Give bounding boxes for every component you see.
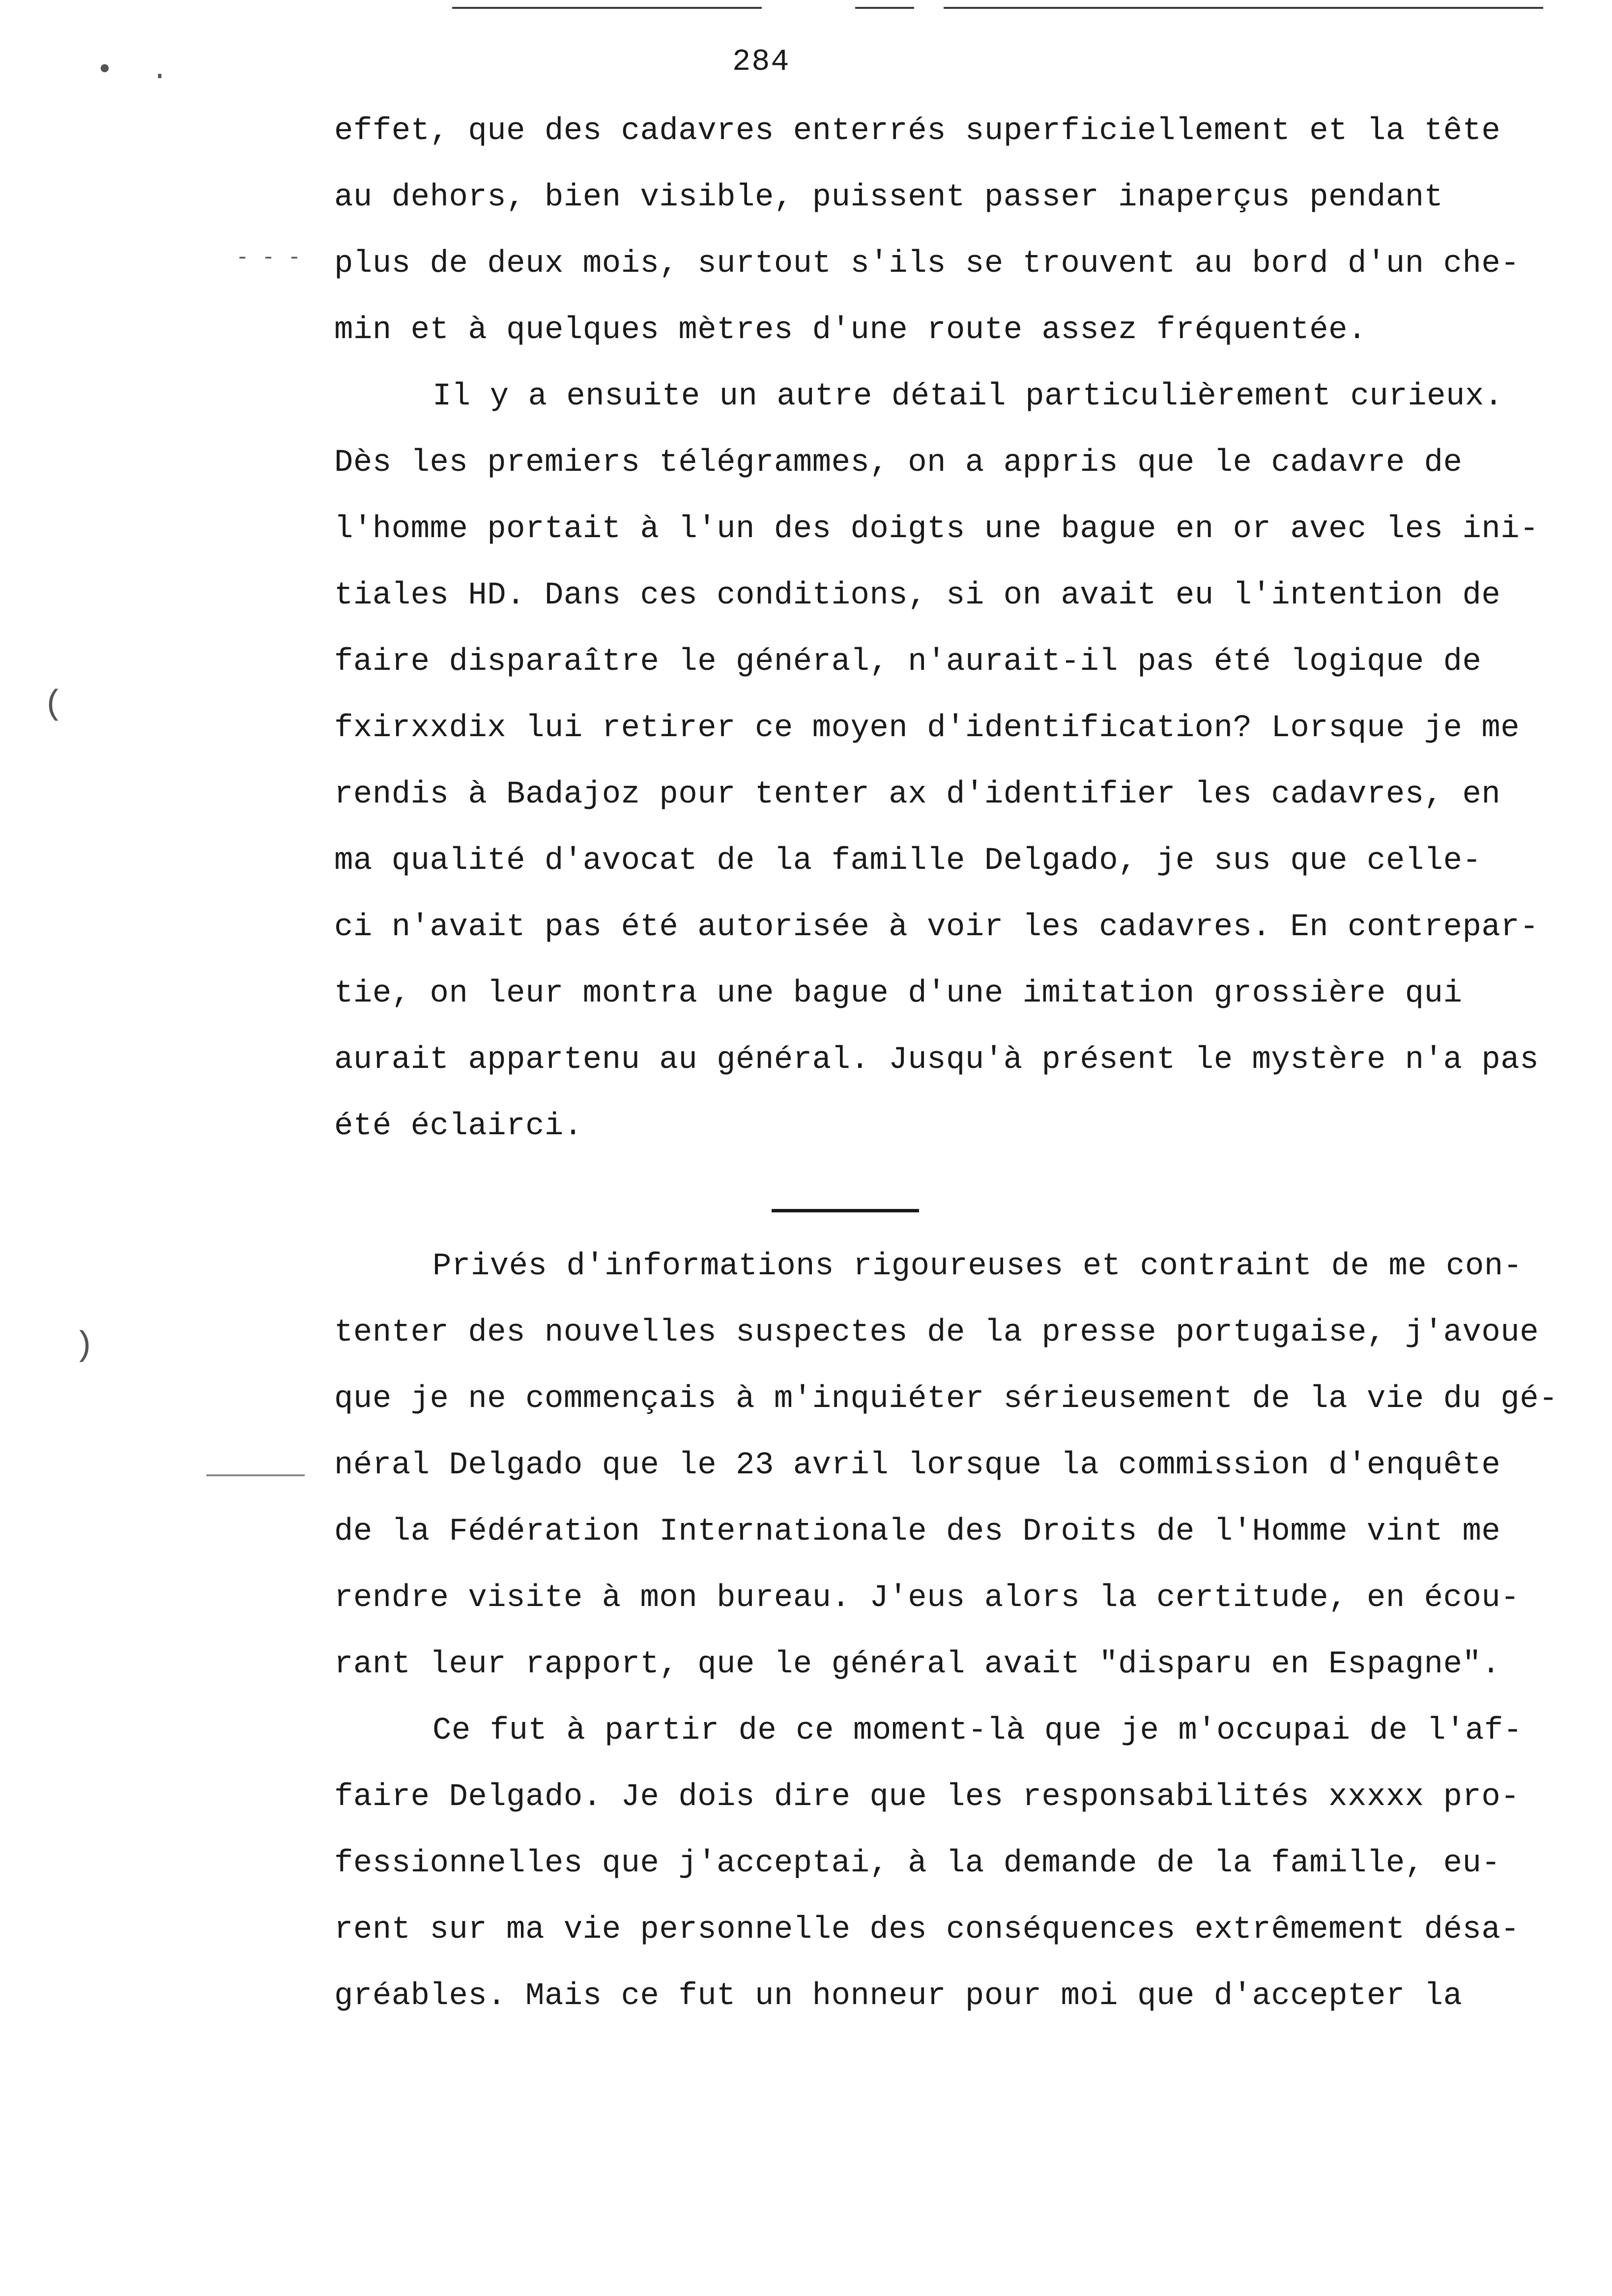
top-rule-2	[708, 7, 762, 9]
text-line: rendre visite à mon bureau. J'eus alors la certitude, en écou-	[334, 1580, 1520, 1616]
page-number: 284	[732, 44, 790, 79]
text-line: rent sur ma vie personnelle des conséquences extrêmement désa-	[334, 1912, 1520, 1948]
text-line: au dehors, bien visible, puissent passer inaperçus pendant	[334, 180, 1443, 215]
text-line: ci n'avait pas été autorisée à voir les cadavres. En contrepar-	[334, 910, 1539, 945]
text-line: min et à quelques mètres d'une route assez fréquentée.	[334, 313, 1367, 348]
text-line: rendis à Badajoz pour tenter ax d'identifier les cadavres, en	[334, 777, 1501, 812]
text-line: faire Delgado. Je dois dire que les responsabilités xxxxx pro-	[334, 1779, 1520, 1815]
text-line: faire disparaître le général, n'aurait-il pas été logique de	[334, 644, 1482, 680]
text-line: effet, que des cadavres enterrés superficiellement et la tête	[334, 114, 1501, 149]
text-line: Dès les premiers télégrammes, on a appris que le cadavre de	[334, 445, 1463, 481]
top-rule-1	[452, 7, 718, 9]
margin-dots: • .	[96, 54, 179, 87]
margin-underline	[206, 1474, 305, 1476]
paragraph-3	[334, 1234, 1592, 1698]
text-line: fessionnelles que j'acceptai, à la demande de la famille, eu-	[334, 1846, 1501, 1881]
text-line: de la Fédération Internationale des Droits de l'Homme vint me	[334, 1514, 1501, 1550]
text-line: tenter des nouvelles suspectes de la presse portugaise, j'avoue	[334, 1315, 1539, 1350]
top-rule-4	[944, 7, 1543, 9]
text-line: que je ne commençais à m'inquiéter sérieusement de la vie du gé-	[334, 1381, 1558, 1417]
text-line: tiales HD. Dans ces conditions, si on avait eu l'intention de	[334, 578, 1501, 613]
paragraph-2	[334, 364, 1592, 1160]
text-line: tie, on leur montra une bague d'une imitation grossière qui	[334, 976, 1463, 1011]
text-line: aurait appartenu au général. Jusqu'à présent le mystère n'a pas	[334, 1042, 1539, 1078]
text-line: Ce fut à partir de ce moment-là que je m'occupai de l'af-	[432, 1713, 1523, 1749]
margin-paren-left: (	[43, 686, 64, 724]
margin-dash: - - -	[236, 246, 301, 270]
text-line: plus de deux mois, surtout s'ils se trouvent au bord d'un che-	[334, 246, 1520, 282]
text-line: l'homme portait à l'un des doigts une bague en or avec les ini-	[334, 512, 1539, 547]
paragraph-4	[334, 1698, 1592, 2030]
text-line: néral Delgado que le 23 avril lorsque la commission d'enquête	[334, 1448, 1501, 1483]
text-line: gréables. Mais ce fut un honneur pour moi que d'accepter la	[334, 1979, 1463, 2014]
text-line: été éclairci.	[334, 1109, 583, 1144]
text-line: Il y a ensuite un autre détail particulièrement curieux.	[432, 379, 1503, 414]
text-line: Privés d'informations rigoureuses et contraint de me con-	[432, 1249, 1523, 1284]
text-line: ma qualité d'avocat de la famille Delgado, je sus que celle-	[334, 843, 1482, 879]
text-line: fxirxxdix lui retirer ce moyen d'identification? Lorsque je me	[334, 711, 1520, 746]
paragraph-1	[334, 98, 1592, 364]
section-divider	[772, 1209, 919, 1212]
top-rule-3	[855, 7, 914, 9]
text-line: rant leur rapport, que le général avait "disparu en Espagne".	[334, 1647, 1501, 1682]
margin-paren-right: )	[74, 1327, 95, 1366]
